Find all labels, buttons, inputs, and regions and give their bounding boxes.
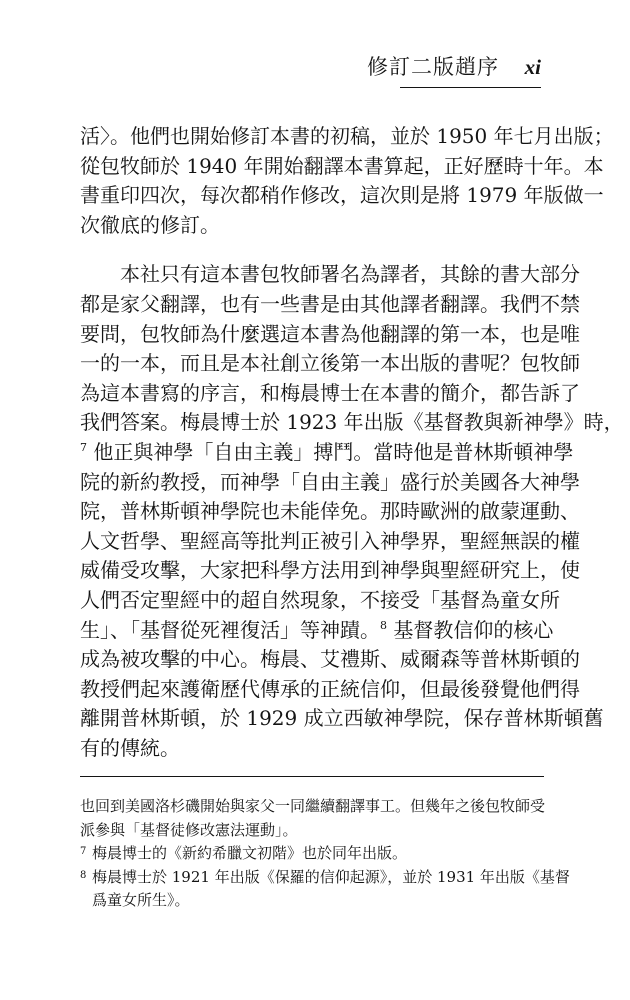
text-line: 本社只有這本書包牧師署名為譯者，其餘的書大部分 — [120, 262, 580, 287]
text-line: 人們否定聖經中的超自然現象，不接受「基督為童女所 — [80, 587, 560, 612]
footnote-7 — [80, 842, 544, 866]
footnote-continued-line: 派參與「基督徒修改憲法運動」。 — [80, 820, 298, 839]
text-line: 都是家父翻譯，也有一些書是由其他譯者翻譯。我們不禁 — [80, 291, 580, 316]
header-rule — [400, 87, 541, 88]
text-line-with-footnote — [80, 616, 554, 646]
text-line: 威備受攻擊，大家把科學方法用到神學與聖經研究上，使 — [80, 558, 580, 583]
text-line: 成為被攻擊的中心。梅晨、艾禮斯、威爾森等普林斯頓的 — [80, 647, 580, 672]
footnote-ref-7[interactable]: 7 — [80, 440, 87, 454]
text-line: 教授們起來護衛歷代傳承的正統信仰，但最後發覺他們得 — [80, 676, 580, 701]
footnote-line: 爲童女所生》。 — [92, 891, 190, 909]
footnote-continued-line: 也回到美國洛杉磯開始與家父一同繼續翻譯事工。但幾年之後包牧師受 — [80, 797, 546, 815]
text-line: 一的一本，而且是本社創立後第一本出版的書呢？包牧師 — [80, 351, 580, 376]
footnote-marker: 8 — [80, 869, 87, 881]
footnote-ref-8[interactable]: 8 — [380, 618, 387, 632]
text-line: 次徹底的修訂。 — [80, 212, 220, 237]
running-header — [0, 50, 541, 84]
footnote-8 — [80, 866, 570, 913]
text-line: 人文哲學、聖經高等批判正被引入神學界，聖經無誤的權 — [80, 528, 580, 553]
body-text — [80, 122, 624, 783]
text-line: 我們答案。梅晨博士於 1923 年出版《基督教與新神學》時， — [80, 410, 624, 435]
page-number: xi — [524, 55, 541, 79]
footnote-line: 梅晨博士於 1921 年出版《保羅的信仰起源》，並於 1931 年出版《基督 — [92, 867, 570, 886]
text-line: 書重印四次，每次都稍作修改，這次則是將 1979 年版做一 — [80, 183, 604, 208]
text-fragment: 基督教信仰的核心 — [393, 617, 554, 642]
footnote-line: 梅晨博士的《新約希臘文初階》也於同年出版。 — [92, 844, 408, 862]
text-fragment: 他正與神學「自由主義」搏鬥。當時他是普林斯頓神學 — [93, 439, 574, 464]
running-title: 修訂二版趙序 — [367, 55, 499, 79]
text-line: 活〉。他們也開始修訂本書的初稿，並於 1950 年七月出版； — [80, 124, 614, 148]
text-line: 離開普林斯頓，於 1929 成立西敏神學院，保存普林斯頓舊 — [80, 706, 604, 731]
text-line: 從包牧師於 1940 年開始翻譯本書算起，正好歷時十年。本 — [80, 153, 604, 178]
paragraph-2 — [80, 260, 624, 763]
footnote-marker: 7 — [80, 846, 87, 857]
footnotes — [80, 795, 570, 913]
footnote-rule — [80, 776, 544, 777]
text-line: 院的新約教授，而神學「自由主義」盛行於美國各大神學 — [80, 469, 580, 494]
paragraph-1 — [80, 122, 614, 240]
text-line: 院，普林斯頓神學院也未能倖免。那時歐洲的啟蒙運動、 — [80, 499, 580, 524]
text-line: 要問，包牧師為什麼選這本書為他翻譯的第一本，也是唯 — [80, 321, 580, 346]
text-line: 為這本書寫的序言，和梅晨博士在本書的簡介，都告訴了 — [80, 380, 580, 405]
text-line: 有的傳統。 — [80, 735, 180, 760]
text-line-with-footnote — [80, 438, 574, 468]
text-fragment: 生」、「基督從死裡復活」等神蹟。 — [80, 617, 380, 642]
